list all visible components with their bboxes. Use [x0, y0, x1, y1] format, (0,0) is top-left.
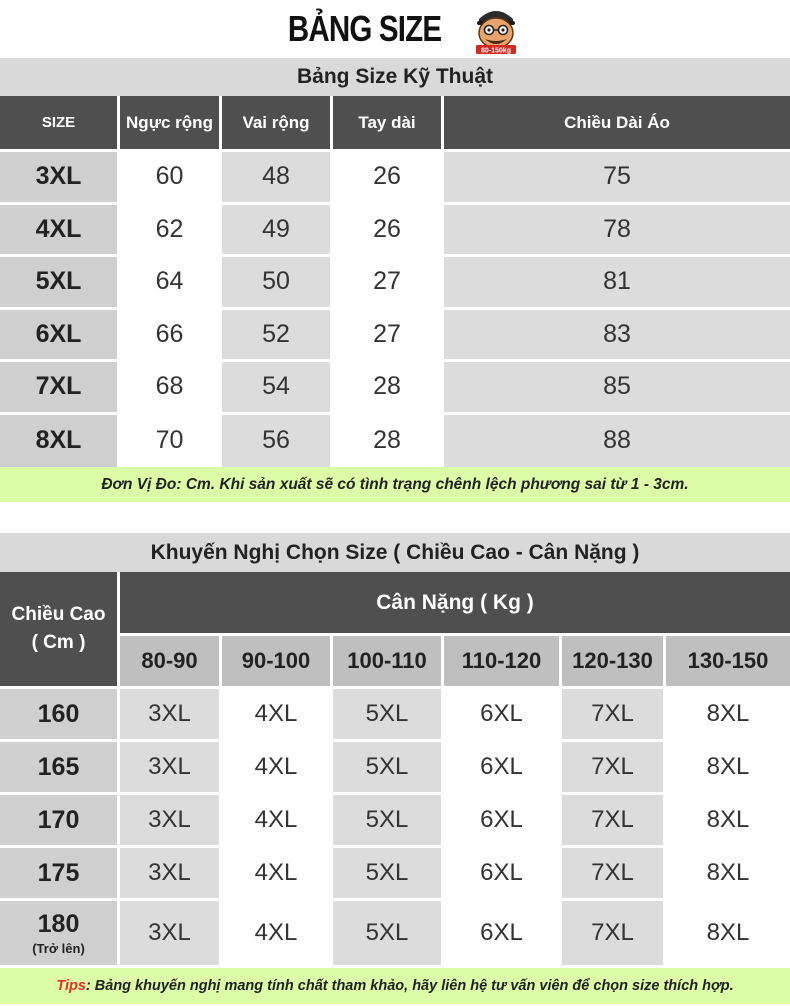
- size-recommendation-cell: 7XL: [562, 901, 666, 965]
- shoulder-cell: 54: [222, 362, 333, 415]
- size-recommendation-cell: 5XL: [333, 901, 444, 965]
- size-recommendation-cell: 6XL: [444, 795, 562, 848]
- shoulder-cell: 52: [222, 310, 333, 363]
- table-row: [0, 415, 790, 468]
- size-recommendation-cell: 4XL: [222, 901, 333, 965]
- table-row: [0, 362, 790, 415]
- length-cell: 88: [444, 415, 790, 468]
- table-row: [0, 152, 790, 205]
- table-row: [0, 310, 790, 363]
- height-sub-note: (Trở lên): [32, 941, 85, 956]
- shoulder-cell: 50: [222, 257, 333, 310]
- col-header-chest: Ngực rộng: [120, 96, 222, 152]
- table-row: [0, 205, 790, 258]
- sleeve-cell: 28: [333, 362, 444, 415]
- weight-range-header: 120-130: [562, 636, 666, 689]
- sleeve-cell: 27: [333, 257, 444, 310]
- size-recommendation-cell: 3XL: [120, 901, 222, 965]
- size-recommendation-cell: 7XL: [562, 742, 666, 795]
- height-cell: 175: [0, 848, 120, 901]
- sleeve-cell: 28: [333, 415, 444, 468]
- size-recommendation-cell: 5XL: [333, 742, 444, 795]
- sleeve-cell: 26: [333, 152, 444, 205]
- size-recommendation-cell: 8XL: [666, 848, 790, 901]
- table-row: [0, 742, 790, 795]
- weight-range-header: 80-90: [120, 636, 222, 689]
- size-recommendation-cell: 5XL: [333, 795, 444, 848]
- brand-header: [0, 0, 790, 58]
- size-cell: 3XL: [0, 152, 120, 205]
- tips-note: [0, 968, 790, 1004]
- size-cell: 8XL: [0, 415, 120, 468]
- measurement-note: Đơn Vị Đo: Cm. Khi sản xuất sẽ có tình trạng chênh lệch phương sai từ 1 - 3cm.: [0, 467, 790, 502]
- size-recommendation-cell: 6XL: [444, 689, 562, 742]
- mascot-face-icon: [473, 3, 519, 55]
- weight-range-header: 110-120: [444, 636, 562, 689]
- chest-cell: 68: [120, 362, 222, 415]
- spec-table: [0, 96, 790, 467]
- chest-cell: 70: [120, 415, 222, 468]
- size-recommendation-cell: 8XL: [666, 795, 790, 848]
- size-cell: 4XL: [0, 205, 120, 258]
- length-cell: 83: [444, 310, 790, 363]
- size-recommendation-cell: 5XL: [333, 848, 444, 901]
- size-recommendation-cell: 4XL: [222, 742, 333, 795]
- spec-header-row: [0, 96, 790, 152]
- tips-text: : Bảng khuyến nghị mang tính chất tham khảo, hãy liên hệ tư vấn viên để chọn size thích hợp.: [85, 978, 734, 994]
- length-cell: 81: [444, 257, 790, 310]
- weight-range-header: 90-100: [222, 636, 333, 689]
- col-header-shoulder: Vai rộng: [222, 96, 333, 152]
- col-header-length: Chiều Dài Áo: [444, 96, 790, 152]
- shoulder-cell: 56: [222, 415, 333, 468]
- shoulder-cell: 49: [222, 205, 333, 258]
- height-cell: 170: [0, 795, 120, 848]
- svg-text:80-150kg: 80-150kg: [480, 47, 511, 55]
- size-recommendation-cell: 7XL: [562, 689, 666, 742]
- chest-cell: 60: [120, 152, 222, 205]
- sleeve-cell: 27: [333, 310, 444, 363]
- height-cell: [0, 901, 120, 965]
- height-header-label: Chiều Cao: [11, 604, 106, 625]
- length-cell: 85: [444, 362, 790, 415]
- size-recommendation-cell: 6XL: [444, 742, 562, 795]
- size-cell: 5XL: [0, 257, 120, 310]
- table-row: [0, 795, 790, 848]
- table-row: [0, 901, 790, 965]
- size-recommendation-cell: 3XL: [120, 742, 222, 795]
- size-recommendation-cell: 6XL: [444, 901, 562, 965]
- table-row: [0, 848, 790, 901]
- table-row: [0, 257, 790, 310]
- height-value: 180: [37, 910, 80, 938]
- table-row: [0, 689, 790, 742]
- height-header-unit: ( Cm ): [31, 632, 86, 653]
- recommend-table: [0, 572, 790, 965]
- col-header-sleeve: Tay dài: [333, 96, 444, 152]
- size-recommendation-cell: 7XL: [562, 795, 666, 848]
- chest-cell: 62: [120, 205, 222, 258]
- size-recommendation-cell: 4XL: [222, 689, 333, 742]
- size-recommendation-cell: 3XL: [120, 795, 222, 848]
- height-header: [0, 572, 120, 689]
- chest-cell: 64: [120, 257, 222, 310]
- shoulder-cell: 48: [222, 152, 333, 205]
- size-recommendation-cell: 8XL: [666, 689, 790, 742]
- size-cell: 6XL: [0, 310, 120, 363]
- chest-cell: 66: [120, 310, 222, 363]
- sleeve-cell: 26: [333, 205, 444, 258]
- size-recommendation-cell: 7XL: [562, 848, 666, 901]
- height-cell: 160: [0, 689, 120, 742]
- weight-range-header: 130-150: [666, 636, 790, 689]
- size-recommendation-cell: 4XL: [222, 795, 333, 848]
- tips-label: Tips: [56, 978, 86, 994]
- page-title: BẢNG SIZE: [288, 8, 442, 49]
- col-header-size: SIZE: [0, 96, 120, 152]
- height-cell: 165: [0, 742, 120, 795]
- size-recommendation-cell: 8XL: [666, 901, 790, 965]
- size-recommendation-cell: 3XL: [120, 848, 222, 901]
- recommend-header-row: [0, 572, 790, 636]
- size-recommendation-cell: 8XL: [666, 742, 790, 795]
- length-cell: 78: [444, 205, 790, 258]
- size-recommendation-cell: 4XL: [222, 848, 333, 901]
- length-cell: 75: [444, 152, 790, 205]
- weight-header: Cân Nặng ( Kg ): [120, 572, 790, 636]
- recommend-table-title: Khuyến Nghị Chọn Size ( Chiều Cao - Cân Nặng ): [0, 533, 790, 572]
- size-recommendation-cell: 3XL: [120, 689, 222, 742]
- size-recommendation-cell: 6XL: [444, 848, 562, 901]
- size-recommendation-cell: 5XL: [333, 689, 444, 742]
- spec-table-title: Bảng Size Kỹ Thuật: [0, 58, 790, 96]
- weight-range-header: 100-110: [333, 636, 444, 689]
- size-cell: 7XL: [0, 362, 120, 415]
